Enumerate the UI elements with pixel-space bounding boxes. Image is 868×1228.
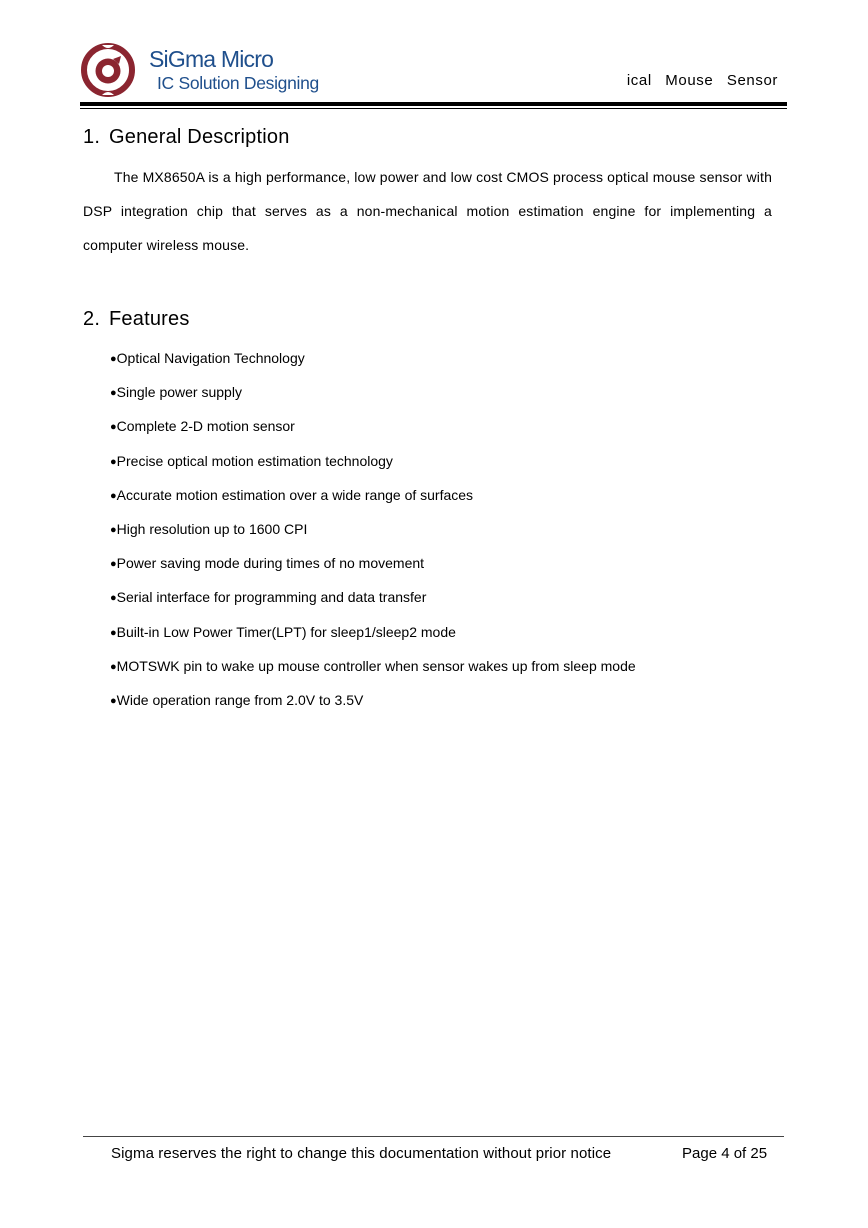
list-item: ●Single power supply	[110, 384, 242, 401]
bullet-icon: ●	[110, 353, 117, 365]
general-description-paragraph: The MX8650A is a high performance, low power and low cost CMOS process optical mouse sensor with DSP integration chip that serves as a non-mechanical motion estimation engine for implementing a computer wireless mouse.	[83, 169, 772, 253]
list-item: ●Wide operation range from 2.0V to 3.5V	[110, 691, 364, 708]
section-title: Features	[109, 308, 190, 330]
header-divider-thin	[80, 108, 787, 109]
section-number: 2.	[83, 308, 101, 330]
list-item: ●Complete 2-D motion sensor	[110, 418, 295, 435]
bullet-icon: ●	[110, 694, 117, 707]
bullet-icon: ●	[110, 455, 117, 468]
list-item: ●Power saving mode during times of no movement	[110, 555, 425, 572]
brand-tagline: IC Solution Designing	[157, 73, 319, 93]
list-item: ●High resolution up to 1600 CPI	[110, 520, 308, 537]
footer-divider	[83, 1136, 784, 1137]
list-item: ●MOTSWK pin to wake up mouse controller when sensor wakes up from sleep mode	[110, 657, 636, 674]
bullet-icon: ●	[110, 660, 117, 673]
bullet-icon: ●	[110, 387, 117, 400]
section-heading-features	[83, 309, 190, 329]
section-number: 1.	[83, 126, 101, 148]
header-divider-thick	[80, 102, 787, 106]
bullet-icon: ●	[110, 523, 117, 536]
page-number: Page 4 of 25	[682, 1145, 768, 1162]
section-title: General Description	[109, 126, 290, 148]
brand-name: SiGma Micro	[149, 46, 274, 72]
footer-notice: Sigma reserves the right to change this documentation without prior notice	[111, 1145, 612, 1162]
section-heading-general-description	[83, 127, 290, 147]
list-item: ●Accurate motion estimation over a wide range of surfaces	[110, 486, 474, 503]
list-item: ●Precise optical motion estimation technology	[110, 452, 393, 469]
sigma-micro-logo-icon	[80, 42, 136, 98]
document-title: ical Mouse Sensor	[626, 72, 778, 89]
bullet-icon: ●	[110, 421, 117, 434]
list-item: ●Serial interface for programming and data transfer	[110, 589, 427, 606]
bullet-icon: ●	[110, 489, 117, 502]
bullet-icon: ●	[110, 626, 117, 639]
bullet-icon: ●	[110, 558, 117, 571]
list-item: ●Built-in Low Power Timer(LPT) for sleep1/sleep2 mode	[110, 623, 456, 640]
bullet-icon: ●	[110, 592, 117, 605]
list-item: ●Optical Navigation Technology	[110, 350, 305, 366]
features-list	[110, 349, 636, 725]
